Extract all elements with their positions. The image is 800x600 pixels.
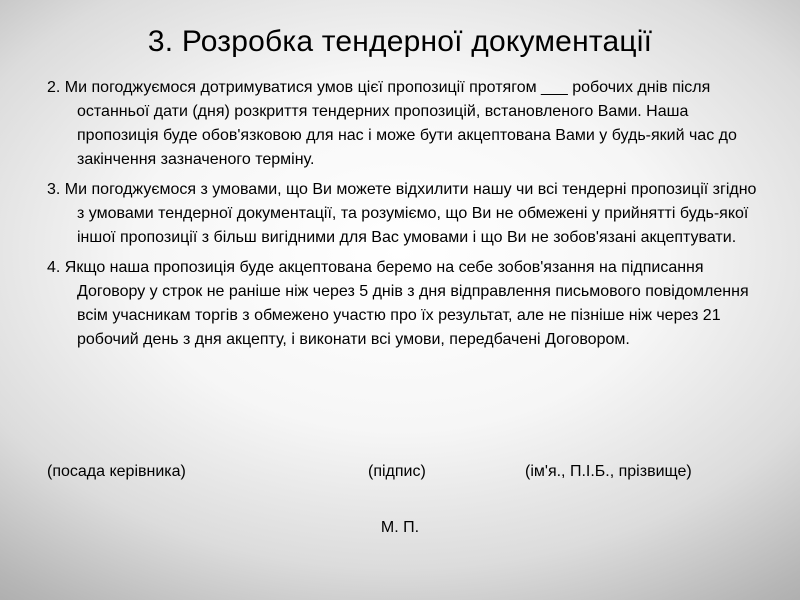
signature-position-label: (посада керівника): [47, 463, 186, 480]
stamp-label: М. П.: [380, 519, 420, 536]
paragraph-2: 2. Ми погоджуємося дотримуватися умов цієї пропозиції протягом ___ робочих днів після останньої дати (дня) розкриття тендерних пропозицій, встановленого Вами. Наша пропозиція буде обов'язковою для нас і може бути акцептована Вами у будь-який час до закінчення зазначеного терміну.: [47, 79, 737, 168]
paragraph-4: 4. Якщо наша пропозиція буде акцептована беремо на себе зобов'язання на підписання Договору у строк не раніше ніж через 5 днів з дня відправлення письмового повідомлення всім учасникам торгів з обмежено участю про їх результат, але не пізніше ніж через 21 робочий день з дня акцепту, і виконати всі умови, передбачені Договором.: [47, 259, 749, 348]
signature-row: [0, 460, 800, 484]
signature-name-label: (ім'я., П.І.Б., прізвище): [525, 463, 692, 480]
signature-sign-label: (підпис): [368, 463, 426, 480]
paragraph-3: 3. Ми погоджуємося з умовами, що Ви можете відхилити нашу чи всі тендерні пропозиції згідно з умовами тендерної документації, та розуміємо, що Ви не обмежені у прийнятті будь-якої іншої пропозиції з більш вигідними для Вас умовами і що Ви не зобов'язані акцептувати.: [47, 181, 757, 246]
slide-title: 3. Розробка тендерної документації: [147, 25, 653, 58]
slide-body: [47, 76, 759, 358]
